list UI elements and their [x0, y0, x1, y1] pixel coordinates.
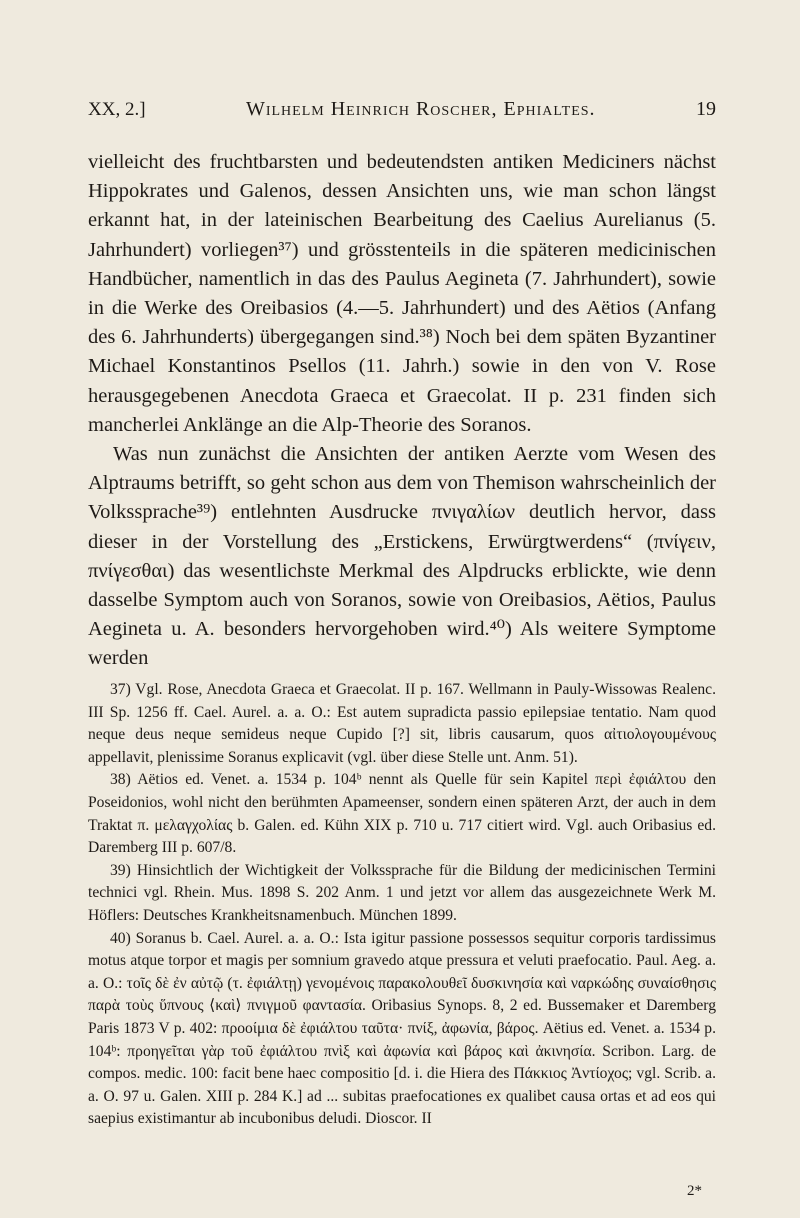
footnote-37: 37) Vgl. Rose, Anecdota Graeca et Graecolat. II p. 167. Wellmann in Pauly-Wissowas Realenc. III Sp. 1256 ff. Cael. Aurel. a. a. O.: Est autem supradicta passio epilepsiae tentatio. Nam quod neque deus neque semideus neque Cupido [?] sit, libris causarum, quos αἰτιολογουμένους appellavit, plenissime Soranus explicavit (vgl. über diese Stelle unt. Anm. 51). — [88, 681, 716, 766]
running-header — [88, 98, 716, 121]
body-paragraph: Was nun zunächst die Ansichten der antiken Aerzte vom Wesen des Alptraums betrifft, so geht schon aus dem von Themison wahrscheinlich der Volkssprache³⁹) entlehnten Ausdrucke πνιγαλίων deutlich hervor, dass dieser in der Vorstellung des „Erstickens, Erwürgtwerdens“ (πνίγειν, πνίγεσθαι) das wesentlichste Merkmal des Alpdrucks erblickte, wie denn dasselbe Symptom auch von Soranos, sowie von Oreibasios, Aëtios, Paulus Aegineta u. A. besonders hervorgehoben wird.⁴⁰) Als weitere Symptome werden — [88, 443, 716, 670]
running-title: Wilhelm Heinrich Roscher, Ephialtes. — [245, 98, 596, 120]
page-number: 19 — [696, 98, 716, 120]
body-paragraph: vielleicht des fruchtbarsten und bedeutendsten antiken Mediciners nächst Hippokrates und Galenos, dessen Ansichten uns, wie man schon längst erkannt hat, in der lateinischen Bearbeitung des Caelius Aurelianus (5. Jahrhundert) vorliegen³⁷) und grösstenteils in die späteren medicinischen Handbücher, namentlich in das des Paulus Aegineta (7. Jahrhundert), sowie in die Werke des Oreibasios (4.—5. Jahrhundert) und des Aëtios (Anfang des 6. Jahrhunderts) übergegangen sind.³⁸) Noch bei dem späten Byzantiner Michael Konstantinos Psellos (11. Jahrh.) sowie in den von V. Rose herausgegebenen Anecdota Graeca et Graecolat. II p. 231 finden sich mancherlei Anklänge an die Alp-Theorie des Soranos. — [88, 151, 716, 436]
signature-mark: 2* — [687, 1183, 702, 1199]
footnote-40: 40) Soranus b. Cael. Aurel. a. a. O.: Ista igitur passione possessos sequitur corporis tardissimus motus atque torpor et magis per somnium gravedo atque pressura et veluti praefocatio. Paul. Aeg. a. a. O.: τοῖς δὲ ἐν αὐτῷ (τ. ἐφιάλτῃ) γενομένοις παρακολουθεῖ δυσκινησία καὶ ναρκώδης συναίσθησις παρὰ τοὺς ὕπνους ⟨καὶ⟩ πνιγμοῦ φαντασία. Oribasius Synops. 8, 2 ed. Bussemaker et Daremberg Paris 1873 V p. 402: προοίμια δὲ ἐφιάλτου ταῦτα· πνίξ, ἀφωνία, βάρος. Aëtius ed. Venet. a. 1534 p. 104ᵇ: προηγεῖται γὰρ τοῦ ἐφιάλτου πνὶξ καὶ ἀφωνία καὶ βάρος καὶ ἀκινησία. Scribon. Larg. de compos. medic. 100: facit bene haec compositio [d. i. die Hiera des Πάκκιος Ἀντίοχος; vgl. Scrib. a. a. O. 97 u. Galen. XIII p. 284 K.] ad ... subitas praefocationes ex qualibet causa ortas et ad eos qui saepius existimantur ab incubonibus deludi. Dioscor. II — [88, 929, 716, 1128]
footnote-38: 38) Aëtios ed. Venet. a. 1534 p. 104ᵇ nennt als Quelle für sein Kapitel περὶ ἐφιάλτου den Poseidonios, wohl nicht den berühmten Apameenser, sondern einen späteren Arzt, der auch in dem Traktat π. μελαγχολίας b. Galen. ed. Kühn XIX p. 710 u. 717 citiert wird. Vgl. auch Oribasius ed. Daremberg III p. 607/8. — [88, 771, 716, 857]
main-text — [88, 148, 716, 674]
footnote-39: 39) Hinsichtlich der Wichtigkeit der Volkssprache für die Bildung der medicinischen Termini technici vgl. Rhein. Mus. 1898 S. 202 Anm. 1 und jetzt vor allem das ausgezeichnete Werk M. Höflers: Deutsches Krankheitsnamenbuch. München 1899. — [88, 861, 716, 924]
footnotes — [88, 679, 716, 1131]
section-reference: XX, 2.] — [88, 99, 146, 120]
